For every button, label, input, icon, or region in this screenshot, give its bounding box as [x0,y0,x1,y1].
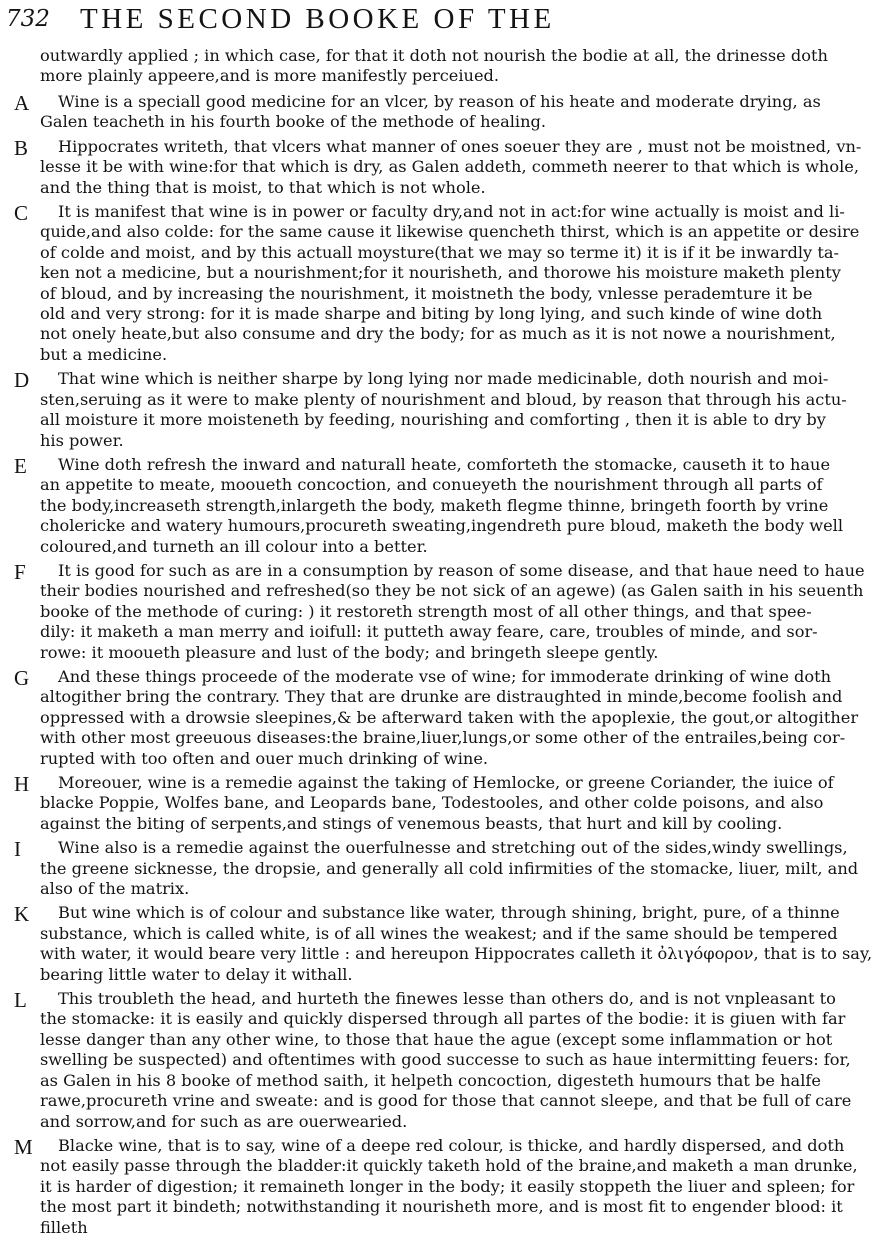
section-letter: D [14,368,30,393]
text-line: And these things proceede of the moderate vse of wine; for immoderate drinking of wine doth [58,666,832,686]
text-line: rowe: it mooueth pleasure and lust of the body; and bringeth sleepe gently. [40,642,659,662]
text-line: it is harder of digestion; it remaineth longer in the body; it easily stoppeth the liuer and spleen; for [40,1176,855,1196]
section-letter: K [14,902,30,927]
text-line: Wine doth refresh the inward and naturall heate, comforteth the stomacke, causeth it to haue [58,454,831,474]
section-m [0,1134,858,1238]
section-text [40,1135,858,1238]
section-text [40,773,834,834]
text-line: old and very strong: for it is made sharpe and biting by long lying, and such kinde of wine doth [40,304,823,324]
text-line: substance, which is called white, is of all wines the weakest; and if the same should be tempered [40,923,838,943]
text-line: ken not a medicine, but a nourishment;for it nourisheth, and thorowe his moisture maketh plenty [40,263,841,283]
text-line: sten,seruing as it were to make plenty of nourishment and bloud, by reason that through his actu- [40,389,847,409]
section-l [0,988,852,1132]
text-line: against the biting of serpents,and stings of venemous beasts, that hurt and kill by cooling. [40,813,783,833]
text-line: Hippocrates writeth, that vlcers what manner of ones soeuer they are , must not be moistned, vn- [58,136,862,156]
section-text [40,136,862,198]
text-line: Blacke wine, that is to say, wine of a deepe red colour, is thicke, and hardly dispersed, and doth [58,1135,845,1155]
section-letter: B [14,135,29,160]
intro-paragraph [40,46,828,87]
text-line: more plainly appeere,and is more manifestly perceiued. [40,66,500,86]
text-line: But wine which is of colour and substance like water, through shining, bright, pure, of a thinne [58,903,840,923]
text-line: Galen teacheth in his fourth booke of the methode of healing. [40,112,547,132]
section-letter: I [14,837,21,862]
text-line: coloured,and turneth an ill colour into a better. [40,536,428,556]
section-text [40,92,821,133]
text-line: outwardly applied ; in which case, for that it doth not nourish the bodie at all, the drinesse doth [40,46,828,65]
section-letter: A [14,91,30,115]
section-text [40,666,859,769]
text-line: with water, it would beare very little : and hereupon Hippocrates calleth it ὀλιγόφορον, that is to say, [40,944,872,964]
text-line: with other most greeuous diseases:the braine,liuer,lungs,or some other of the entrailes,being cor- [40,728,846,748]
text-line: the body,increaseth strength,inlargeth the body, maketh flegme thinne, bringeth foorth by vrine [40,495,829,515]
section-text [40,560,865,663]
section-h [0,772,834,834]
section-text [40,369,847,451]
section-text [40,989,852,1132]
section-f [0,559,865,663]
section-k [0,902,872,985]
text-line: and the thing that is moist, to that which is not whole. [40,177,486,197]
text-line: cholericke and watery humours,procureth sweating,ingendreth pure bloud, maketh the body well [40,516,844,536]
text-line: blacke Poppie, Wolfes bane, and Leopards bane, Todestooles, and other colde poisons, and also [40,793,824,813]
text-line: and sorrow,and for such as are ouerwearied. [40,1111,408,1131]
text-line: filleth [40,1217,88,1237]
text-line: Wine also is a remedie against the ouerfulnesse and stretching out of the sides,windy swellings, [58,838,848,858]
section-letter: M [14,1134,33,1159]
text-line: It is manifest that wine is in power or faculty dry,and not in act:for wine actually is moist and li- [58,202,845,222]
text-line: Wine is a speciall good medicine for an vlcer, by reason of his heate and moderate drying, as [58,92,821,111]
text-line: not easily passe through the bladder:it quickly taketh hold of the braine,and maketh a man drunke, [40,1156,858,1176]
text-line: That wine which is neither sharpe by long lying nor made medicinable, doth nourish and moi- [58,369,829,389]
page-header [0,0,752,42]
section-text [40,454,844,557]
text-line: as Galen in his 8 booke of method saith, it helpeth concoction, digesteth humours that be halfe [40,1070,821,1090]
text-line: oppressed with a drowsie sleepines,& be afterward taken with the apoplexie, the gout,or altogither [40,707,859,727]
text-line: This troubleth the head, and hurteth the finewes lesse than others do, and is not vnpleasant to [58,989,836,1009]
text-line: altogither bring the contrary. They that are drunke are distraughted in minde,become foolish and [40,687,843,707]
section-b [0,135,862,198]
section-c [0,201,860,365]
text-line: the stomacke: it is easily and quickly dispersed through all partes of the bodie: it is giuen with far [40,1009,846,1029]
text-line: swelling be suspected) and oftentimes with good successe to such as haue intermitting feuers: for, [40,1050,851,1070]
section-letter: G [14,665,30,690]
running-head: THE SECOND BOOKE OF THE [80,3,555,35]
text-line: not onely heate,but also consume and dry the body; for as much as it is not nowe a nourishment, [40,324,836,344]
text-line: of colde and moist, and by this actuall moysture(that we may so terme it) it is if it be inwardly ta- [40,242,839,262]
section-text [40,838,859,899]
section-letter: H [14,772,30,796]
text-line: but a medicine. [40,344,168,364]
text-line: It is good for such as are in a consumption by reason of some disease, and that haue need to haue [58,560,865,580]
text-line: an appetite to meate, mooueth concoction, and conueyeth the nourishment through all parts of [40,475,823,495]
text-line: the greene sicknesse, the dropsie, and generally all cold infirmities of the stomacke, liuer, milt, and [40,858,859,878]
section-d [0,368,847,451]
section-letter: L [14,988,27,1013]
text-line: lesse it be with wine:for that which is dry, as Galen addeth, commeth neerer to that which is whole, [40,157,860,177]
text-line: the most part it bindeth; notwithstanding it nourisheth more, and is most fit to engender blood: it [40,1197,843,1217]
sections-list [0,91,872,1237]
section-text [40,202,860,365]
section-a [0,91,821,133]
text-line: bearing little water to delay it withall. [40,964,353,984]
text-line: all moisture it more moisteneth by feeding, nourishing and comforting , then it is able to dry by [40,410,826,430]
section-g [0,665,859,769]
text-line: rawe,procureth vrine and sweate: and is good for those that cannot sleepe, and that be full of care [40,1091,852,1111]
text-line: their bodies nourished and refreshed(so they be not sick of an agewe) (as Galen saith in his seuenth [40,581,864,601]
section-letter: C [14,201,29,226]
text-line: his power. [40,430,124,450]
text-line: booke of the methode of curing: ) it restoreth strength most of all other things, and that spee- [40,601,812,621]
text-line: quide,and also colde: for the same cause it likewise quencheth thirst, which is an appetite or desire [40,222,860,242]
section-letter: E [14,453,27,478]
section-e [0,453,844,557]
text-line: of bloud, and by increasing the nourishment, it moistneth the body, vnlesse perademture it be [40,283,813,303]
section-i [0,837,859,899]
page-number: 732 [6,6,50,32]
text-line: lesse danger than any other wine, to those that haue the ague (except some inflammation or hot [40,1029,833,1049]
text-line: Moreouer, wine is a remedie against the taking of Hemlocke, or greene Coriander, the iuice of [58,773,834,792]
text-line: rupted with too often and ouer much drinking of wine. [40,748,489,768]
text-line: also of the matrix. [40,879,190,899]
section-text [40,903,872,985]
section-letter: F [14,559,26,584]
text-line: dily: it maketh a man merry and ioifull: it putteth away feare, care, troubles of minde, and sor- [40,622,818,642]
